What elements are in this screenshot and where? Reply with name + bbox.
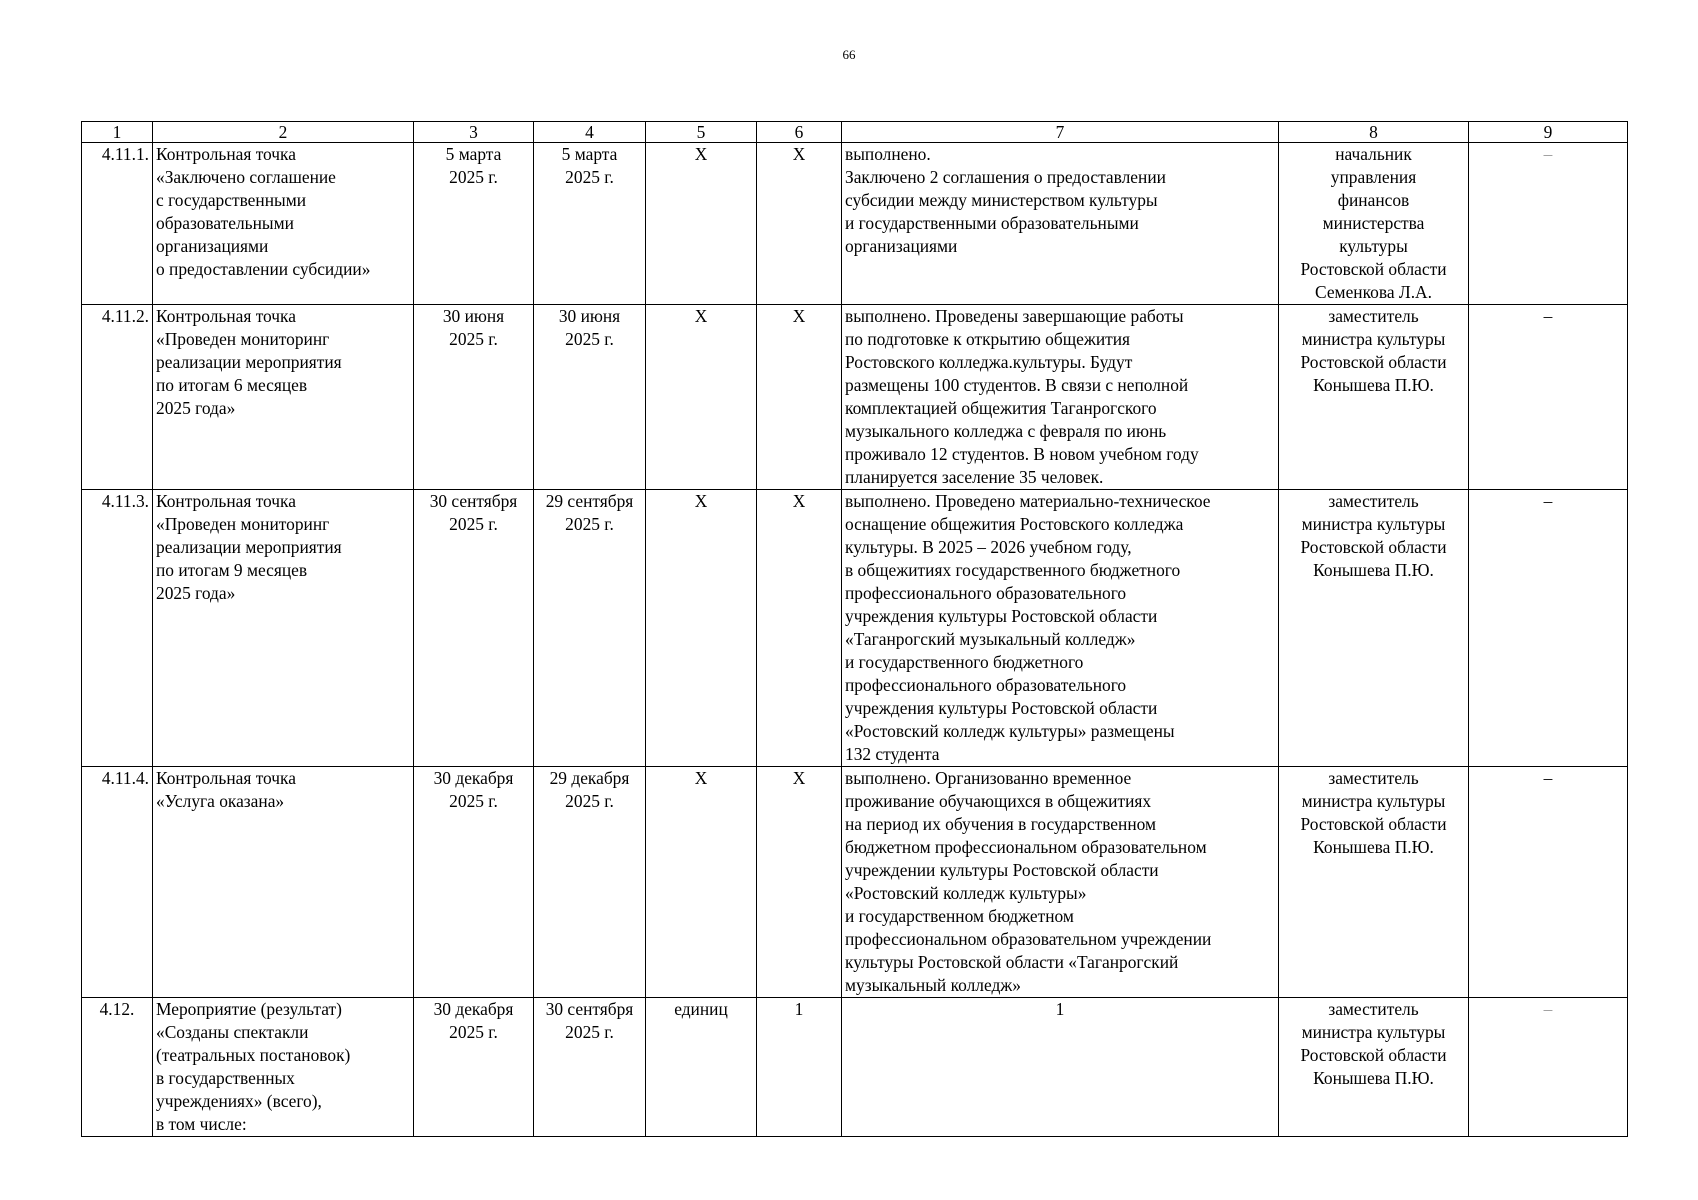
table-header-row [82,122,1628,143]
responsible-person: заместитель министра культуры Ростовской области Конышева П.Ю. [1279,767,1469,998]
responsible-person: заместитель министра культуры Ростовской области Конышева П.Ю. [1279,305,1469,490]
responsible-person: заместитель министра культуры Ростовской области Конышева П.Ю. [1279,998,1469,1137]
row-name: Контрольная точка «Проведен мониторинг реализации мероприятия по итогам 6 месяцев 2025 года» [153,305,414,490]
row-number: 4.11.4. [82,767,153,998]
table-row [82,143,1628,305]
unit-cell: X [646,305,757,490]
note-cell: – [1469,767,1628,998]
actual-date: 5 марта 2025 г. [534,143,646,305]
column-header: 8 [1279,122,1469,143]
table-row [82,305,1628,490]
column-header: 5 [646,122,757,143]
column-header: 4 [534,122,646,143]
planned-date: 30 июня 2025 г. [414,305,534,490]
row-number: 4.11.1. [82,143,153,305]
note-cell: – [1469,998,1628,1137]
note-cell: – [1469,143,1628,305]
row-name: Мероприятие (результат) «Созданы спектакли (театральных постановок) в государственных учреждениях» (всего), в том числе: [153,998,414,1137]
note-cell: – [1469,305,1628,490]
column-header: 1 [82,122,153,143]
planned-date: 30 сентября 2025 г. [414,490,534,767]
planned-date: 30 декабря 2025 г. [414,767,534,998]
status-text: выполнено. Проведены завершающие работы по подготовке к открытию общежития Ростовского колледжа.культуры. Будут размещены 100 студентов. В связи с неполной комплектацией общежития Таганрогского музыкального колледжа с февраля по июнь проживало 12 студентов. В новом учебном году планируется заселение 35 человек. [842,305,1279,490]
table-row [82,998,1628,1137]
value-cell: X [757,490,842,767]
page-number: 66 [842,47,856,62]
column-header: 7 [842,122,1279,143]
unit-cell: X [646,767,757,998]
actual-date: 29 декабря 2025 г. [534,767,646,998]
column-header: 3 [414,122,534,143]
row-number: 4.12. [82,998,153,1137]
status-text: выполнено. Проведено материально-техническое оснащение общежития Ростовского колледжа культуры. В 2025 – 2026 учебном году, в общежитиях государственного бюджетного профессионального образовательного учреждения культуры Ростовской области «Таганрогский музыкальный колледж» и государственного бюджетного профессионального образовательного учреждения культуры Ростовской области «Ростовский колледж культуры» размещены 132 студента [842,490,1279,767]
value-cell: 1 [757,998,842,1137]
value-cell: X [757,305,842,490]
actual-date: 30 сентября 2025 г. [534,998,646,1137]
responsible-person: начальник управления финансов министерства культуры Ростовской области Семенкова Л.А. [1279,143,1469,305]
row-number: 4.11.2. [82,305,153,490]
unit-cell: единиц [646,998,757,1137]
row-name: Контрольная точка «Заключено соглашение с государственными образовательными организациями о предоставлении субсидии» [153,143,414,305]
actual-date: 30 июня 2025 г. [534,305,646,490]
unit-cell: X [646,490,757,767]
note-cell: – [1469,490,1628,767]
planned-date: 30 декабря 2025 г. [414,998,534,1137]
responsible-person: заместитель министра культуры Ростовской области Конышева П.Ю. [1279,490,1469,767]
column-header: 9 [1469,122,1628,143]
row-name: Контрольная точка «Услуга оказана» [153,767,414,998]
report-table [81,121,1628,1137]
unit-cell: X [646,143,757,305]
column-header: 6 [757,122,842,143]
status-text: выполнено. Заключено 2 соглашения о предоставлении субсидии между министерством культуры и государственными образовательными организациями [842,143,1279,305]
status-text: выполнено. Организованно временное проживание обучающихся в общежитиях на период их обучения в государственном бюджетном профессиональном образовательном учреждении культуры Ростовской области «Ростовский колледж культуры» и государственном бюджетном профессиональном образовательном учреждении культуры Ростовской области «Таганрогский музыкальный колледж» [842,767,1279,998]
table-row [82,490,1628,767]
table-row [82,767,1628,998]
status-text: 1 [842,998,1279,1137]
row-number: 4.11.3. [82,490,153,767]
column-header: 2 [153,122,414,143]
actual-date: 29 сентября 2025 г. [534,490,646,767]
value-cell: X [757,767,842,998]
planned-date: 5 марта 2025 г. [414,143,534,305]
value-cell: X [757,143,842,305]
row-name: Контрольная точка «Проведен мониторинг реализации мероприятия по итогам 9 месяцев 2025 года» [153,490,414,767]
